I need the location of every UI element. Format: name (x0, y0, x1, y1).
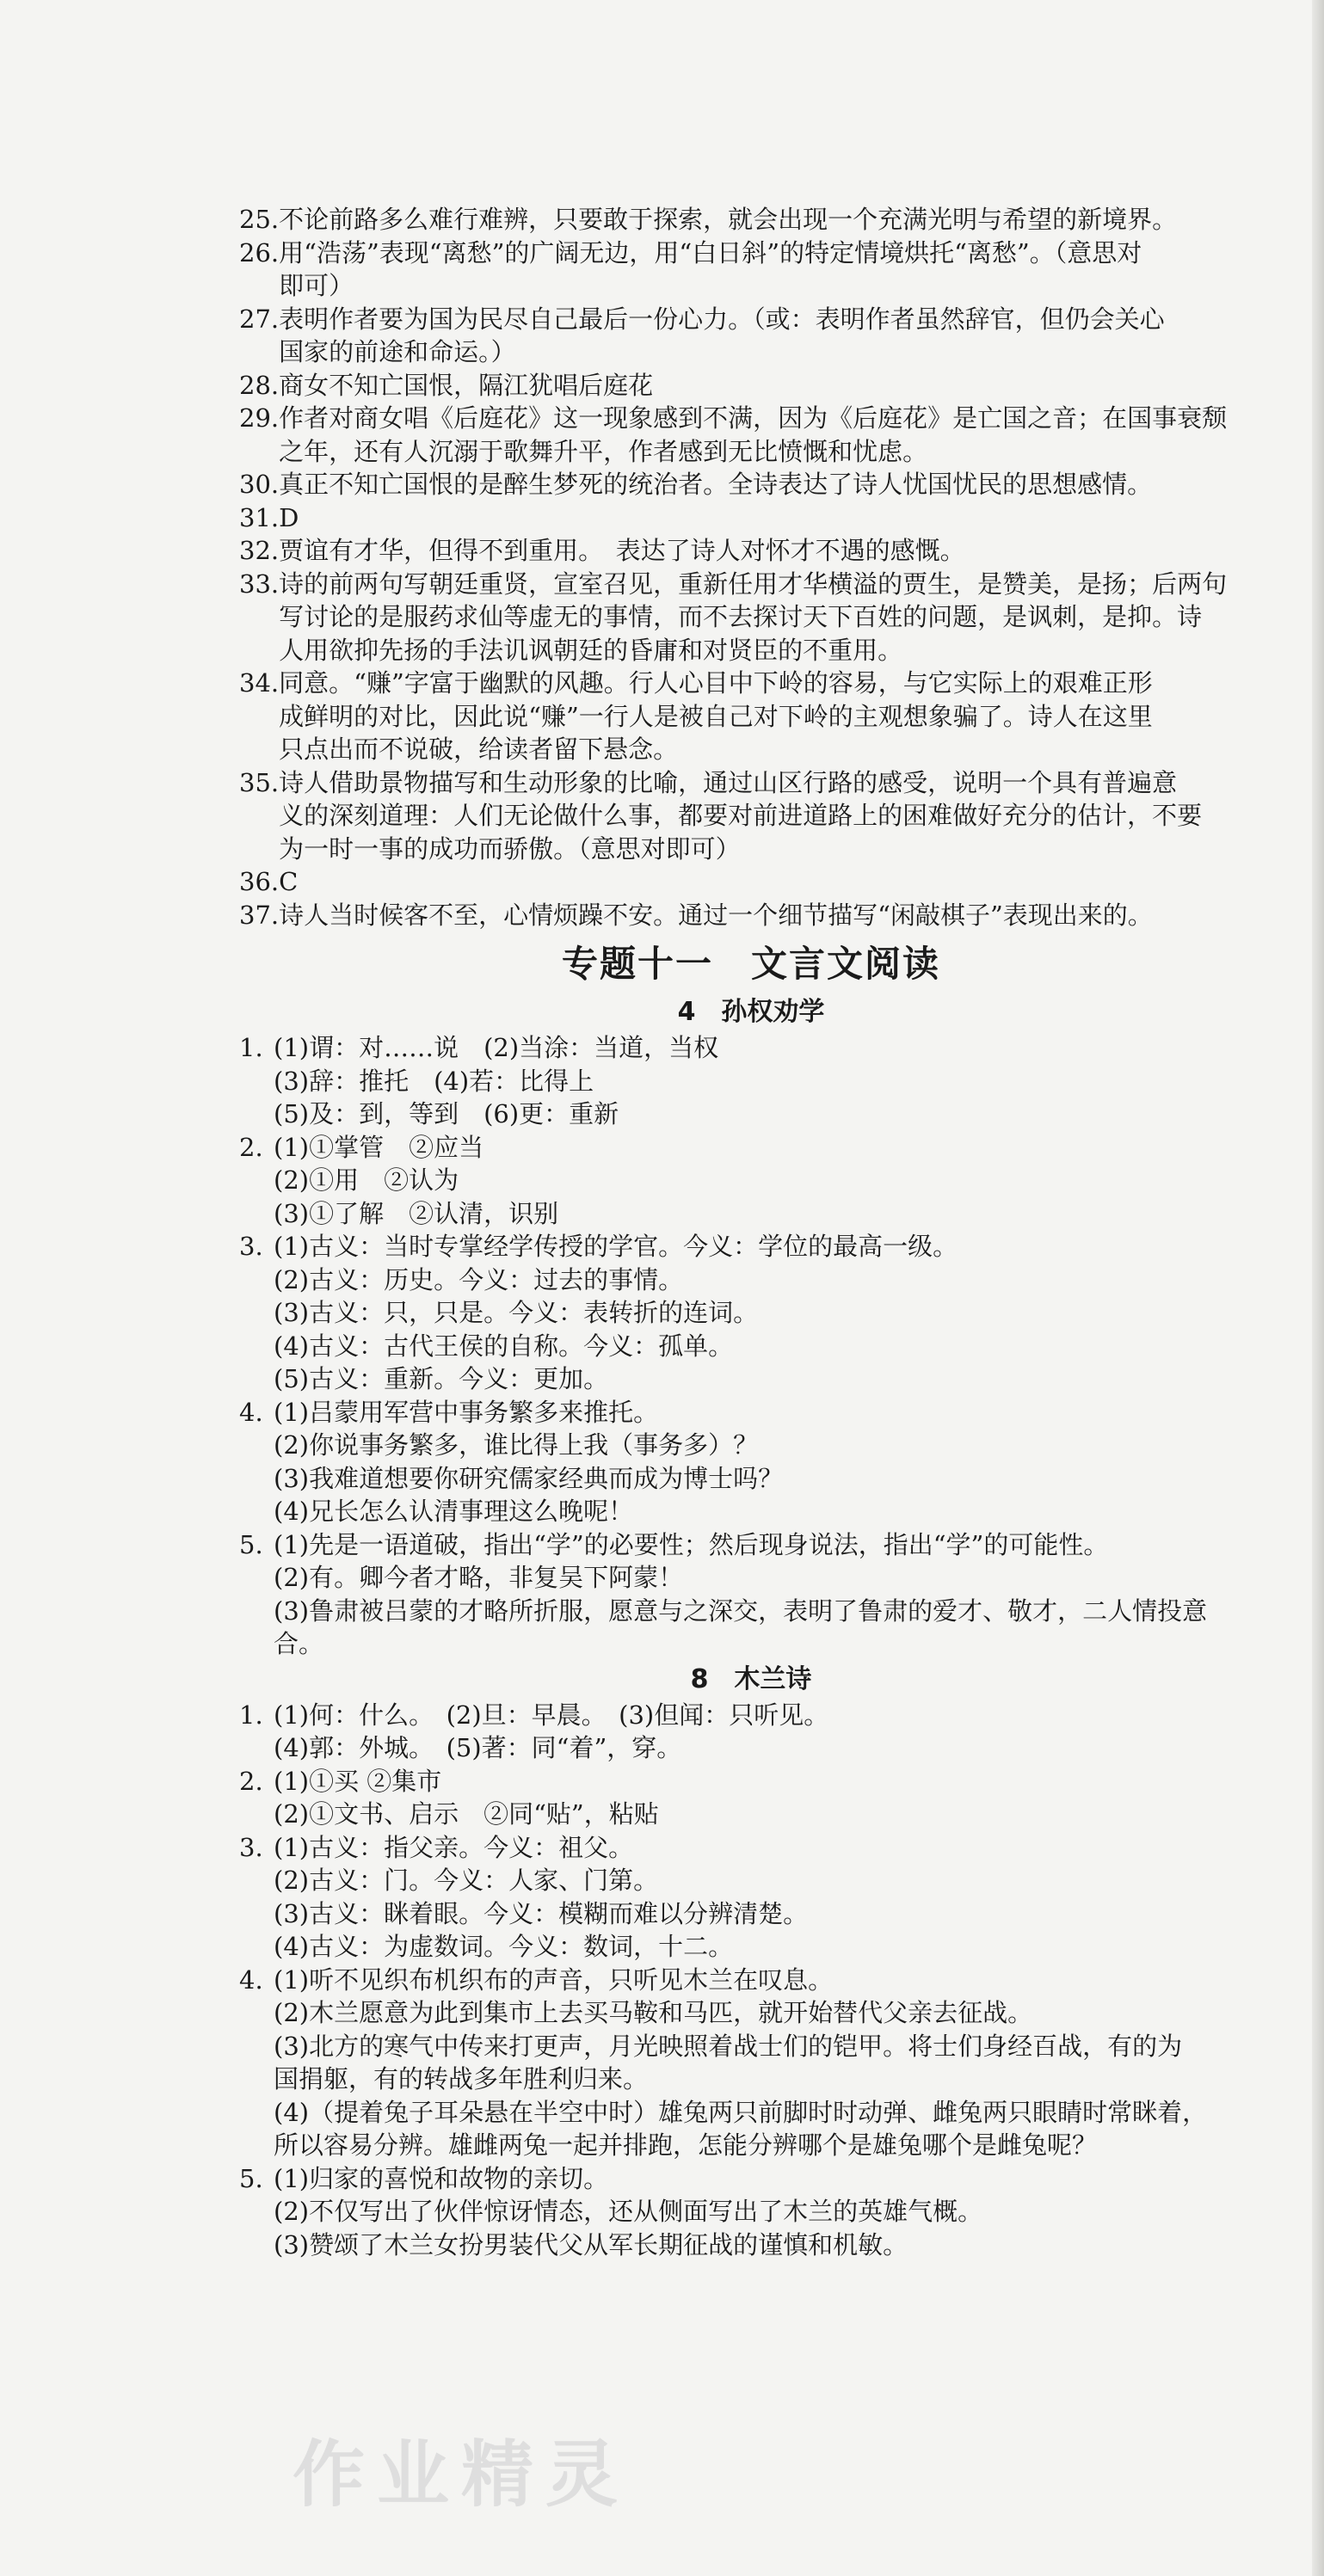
answer-line: 诗人借助景物描写和生动形象的比喻，通过山区行路的感受，说明一个具有普遍意 (279, 767, 1178, 797)
answer-line: 表明作者要为国为民尽自己最后一份心力。（或：表明作者虽然辞官，但仍会关心 (279, 304, 1165, 334)
answer-number: 4. (239, 1964, 263, 1995)
answer-line: 用“浩荡”表现“离愁”的广阔无边，用“白日斜”的特定情境烘托“离愁”。（意思对 (279, 237, 1142, 267)
answer-number: 2. (239, 1766, 263, 1796)
answer-subline: (2)木兰愿意为此到集市上去买马鞍和马匹，就开始替代父亲去征战。 (274, 1998, 1033, 2027)
answer-subline: (2)有。卿今者才略，非复吴下阿蒙！ (274, 1563, 684, 1592)
answer-line: 只点出而不说破，给读者留下悬念。 (279, 735, 679, 764)
answer-item (239, 468, 1263, 501)
answer-number: 30. (239, 470, 280, 499)
answer-line: (1)听不见织布机织布的声音，只听见木兰在叹息。 (274, 1964, 834, 1995)
answer-subline: 所以容易分辨。雄雌两兔一起并排跑，怎能分辨哪个是雄兔哪个是雌兔呢？ (274, 2130, 1098, 2160)
answer-item (239, 899, 1263, 932)
answer-item (239, 237, 1263, 303)
answer-item (239, 1765, 1263, 1831)
answer-line: (1)归家的喜悦和故物的亲切。 (274, 2163, 609, 2193)
watermark-logo: 作业精灵 (293, 2432, 631, 2517)
answer-subline: (3)鲁肃被吕蒙的才略所折服，愿意与之深交，表明了鲁肃的爱才、敬才，二人情投意 (274, 1595, 1208, 1626)
answer-item (239, 534, 1263, 568)
answer-line: 商女不知亡国恨，隔江犹唱后庭花 (279, 370, 654, 400)
section-title: 专题十一 文言文阅读 (561, 943, 940, 985)
answer-content (239, 203, 1263, 2261)
answer-subline: (3)我难道想要你研究儒家经典而成为博士吗？ (274, 1463, 784, 1493)
answer-line: (1)先是一语道破，指出“学”的必要性；然后现身说法，指出“学”的可能性。 (274, 1529, 1109, 1559)
lesson-title-sunquan: 4 孙权劝学 (677, 997, 825, 1027)
answer-subline: (4)兄长怎么认清事理这么晚呢！ (274, 1497, 634, 1526)
answer-line: 之年，还有人沉溺于歌舞升平，作者感到无比愤慨和忧虑。 (279, 436, 928, 466)
answer-subline: (3)辞：推托 (4)若：比得上 (274, 1066, 594, 1096)
answer-subline: (2)不仅写出了伙伴惊讶情态，还从侧面写出了木兰的英雄气概。 (274, 2197, 983, 2226)
answer-number: 29. (239, 403, 280, 433)
answer-subline: (4)郭：外城。 (5)著：同“着”，穿。 (274, 1733, 682, 1762)
answer-item (239, 1230, 1263, 1396)
answer-number: 4. (239, 1397, 263, 1427)
answer-item (239, 568, 1263, 667)
answer-line: 人用欲抑先扬的手法讥讽朝廷的昏庸和对贤臣的不重用。 (279, 635, 903, 665)
answer-number: 36. (239, 867, 280, 896)
poem-answers (239, 203, 1263, 931)
answer-number: 1. (239, 1033, 263, 1062)
page-edge-shadow (1312, 0, 1324, 2576)
answer-item (239, 1528, 1263, 1661)
answer-item (239, 1831, 1263, 1964)
answer-number: 3. (239, 1232, 263, 1261)
answer-line: (1)吕蒙用军营中事务繁多来推托。 (274, 1397, 659, 1427)
answer-subline: (2)古义：门。今义：人家、门第。 (274, 1866, 659, 1895)
answer-subline: (2)①文书、启示 ②同“贴”，粘贴 (274, 1799, 659, 1829)
answer-subline: (4)古义：为虚数词。今义：数词，十二。 (274, 1932, 734, 1961)
answer-line: (1)①买 ②集市 (274, 1766, 442, 1796)
answer-number: 25. (239, 205, 280, 234)
answer-line: 写讨论的是服药求仙等虚无的事情，而不去探讨天下百姓的问题，是讽刺，是抑。诗 (279, 602, 1203, 631)
answer-line: 诗的前两句写朝廷重贤，宣室召见，重新任用才华横溢的贾生，是赞美，是扬；后两句 (279, 569, 1228, 599)
answer-item (239, 865, 1263, 899)
answer-item (239, 402, 1263, 468)
answer-subline: (4)（提着兔子耳朵悬在半空中时）雄兔两只前脚时时动弹、雌兔两只眼睛时常眯着， (274, 2097, 1208, 2127)
answer-number: 1. (239, 1700, 263, 1730)
answer-number: 33. (239, 569, 280, 599)
answer-subline: 合。 (274, 1629, 324, 1658)
answer-line: (1)古义：指父亲。今义：祖父。 (274, 1832, 634, 1862)
answer-line: C (279, 867, 299, 896)
answer-subline: (3)赞颂了木兰女扮男装代父从军长期征战的谨慎和机敏。 (274, 2229, 908, 2259)
answer-number: 26. (239, 237, 280, 267)
answer-line: 成鲜明的对比，因此说“赚”一行人是被自己对下岭的主观想象骗了。诗人在这里 (279, 701, 1153, 731)
answer-line: 同意。“赚”字富于幽默的风趣。行人心目中下岭的容易，与它实际上的艰难正形 (279, 668, 1153, 698)
answer-number: 27. (239, 304, 280, 334)
answer-subline: (3)古义：只，只是。今义：表转折的连词。 (274, 1298, 759, 1327)
answer-subline: (3)古义：眯着眼。今义：模糊而难以分辨清楚。 (274, 1898, 809, 1928)
lesson-answers-mulan (239, 1699, 1263, 2262)
answer-item (239, 1031, 1263, 1131)
answer-line: 贾谊有才华，但得不到重用。 表达了诗人对怀才不遇的感慨。 (279, 536, 965, 565)
answer-item (239, 501, 1263, 535)
lesson-title-mulan: 8 木兰诗 (690, 1663, 812, 1694)
answer-number: 2. (239, 1132, 263, 1162)
answer-subline: (5)古义：重新。今义：更加。 (274, 1364, 609, 1393)
answer-line: (1)谓：对……说 (2)当涂：当道，当权 (274, 1033, 719, 1062)
answer-line: 义的深刻道理：人们无论做什么事，都要对前进道路上的困难做好充分的估计，不要 (279, 801, 1203, 830)
answer-number: 28. (239, 370, 280, 400)
answer-line: (1)①掌管 ②应当 (274, 1132, 484, 1162)
answer-item (239, 2162, 1263, 2262)
answer-item (239, 1699, 1263, 1765)
answer-subline: (2)你说事务繁多，谁比得上我（事务多）？ (274, 1430, 759, 1460)
answer-number: 3. (239, 1832, 263, 1862)
answer-subline: (4)古义：古代王侯的自称。今义：孤单。 (274, 1331, 734, 1361)
answer-number: 31. (239, 502, 280, 532)
answer-item (239, 1964, 1263, 2162)
answer-line: 国家的前途和命运。） (279, 337, 516, 366)
answer-number: 34. (239, 668, 280, 698)
answer-line: 作者对商女唱《后庭花》这一现象感到不满，因为《后庭花》是亡国之音；在国事衰颓 (279, 403, 1228, 433)
answer-number: 32. (239, 536, 280, 565)
answer-item (239, 766, 1263, 866)
answer-line: 诗人当时候客不至，心情烦躁不安。通过一个细节描写“闲敲棋子”表现出来的。 (279, 900, 1153, 930)
answer-line: D (279, 502, 299, 532)
answer-line: 真正不知亡国恨的是醉生梦死的统治者。全诗表达了诗人忧国忧民的思想感情。 (279, 470, 1153, 499)
answer-line: (1)古义：当时专掌经学传授的学官。今义：学位的最高一级。 (274, 1232, 958, 1261)
answer-item (239, 203, 1263, 237)
answer-item (239, 1396, 1263, 1528)
answer-line: 不论前路多么难行难辨，只要敢于探索，就会出现一个充满光明与希望的新境界。 (279, 205, 1178, 234)
answer-subline: (5)及：到，等到 (6)更：重新 (274, 1099, 619, 1128)
lesson-answers-sunquan (239, 1031, 1263, 1661)
answer-number: 35. (239, 767, 280, 797)
answer-line: 为一时一事的成功而骄傲。（意思对即可） (279, 833, 741, 864)
answer-number: 5. (239, 1529, 263, 1559)
answer-item (239, 369, 1263, 403)
answer-item (239, 1131, 1263, 1231)
answer-item (239, 667, 1263, 766)
answer-item (239, 303, 1263, 369)
answer-subline: (3)北方的寒气中传来打更声，月光映照着战士们的铠甲。将士们身经百战，有的为 (274, 2031, 1183, 2061)
answer-number: 37. (239, 900, 280, 930)
answer-subline: (3)①了解 ②认清，识别 (274, 1198, 559, 1228)
answer-subline: (2)①用 ②认为 (274, 1165, 459, 1195)
answer-line: (1)何：什么。 (2)旦：早晨。 (3)但闻：只听见。 (274, 1700, 829, 1730)
answer-line: 即可） (279, 271, 354, 300)
answer-number: 5. (239, 2163, 263, 2193)
answer-subline: (2)古义：历史。今义：过去的事情。 (274, 1264, 684, 1294)
answer-subline: 国捐躯，有的转战多年胜利归来。 (274, 2064, 649, 2093)
